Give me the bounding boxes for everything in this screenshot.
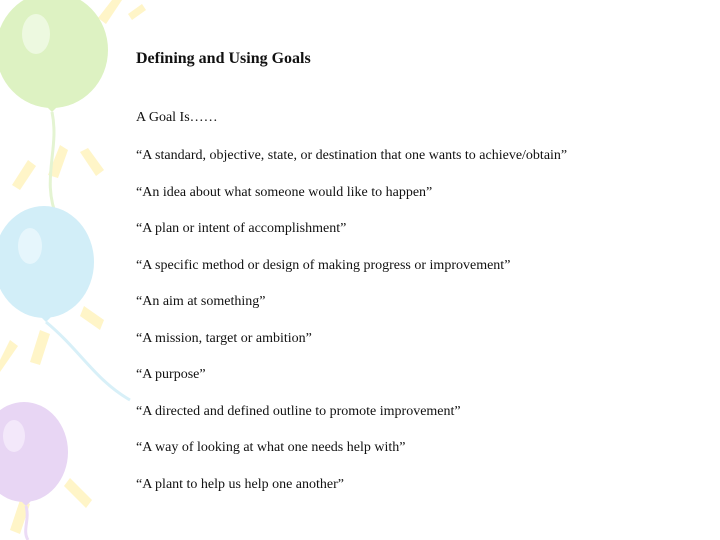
- green-balloon: [0, 0, 108, 220]
- definition-item: “A way of looking at what one needs help with”: [136, 440, 406, 455]
- definition-item: “A specific method or design of making progress or improvement”: [136, 257, 511, 273]
- definition-list: [136, 146, 567, 511]
- definition-item: “A purpose”: [136, 367, 206, 382]
- page-title: Defining and Using Goals: [136, 50, 311, 67]
- definition-item: “An idea about what someone would like to happen”: [136, 184, 433, 200]
- definition-item: “A plant to help us help one another”: [136, 476, 344, 492]
- sunburst-rays: [0, 0, 146, 534]
- definition-item: “A directed and defined outline to promote improvement”: [136, 403, 461, 419]
- subtitle: A Goal Is……: [136, 110, 218, 125]
- purple-balloon: [0, 402, 68, 540]
- definition-item: “A standard, objective, state, or destination that one wants to achieve/obtain”: [136, 148, 568, 163]
- definition-item: “A mission, target or ambition”: [136, 330, 312, 346]
- blue-balloon: [0, 206, 130, 400]
- definition-item: “A plan or intent of accomplishment”: [136, 221, 347, 236]
- definition-item: “An aim at something”: [136, 294, 266, 309]
